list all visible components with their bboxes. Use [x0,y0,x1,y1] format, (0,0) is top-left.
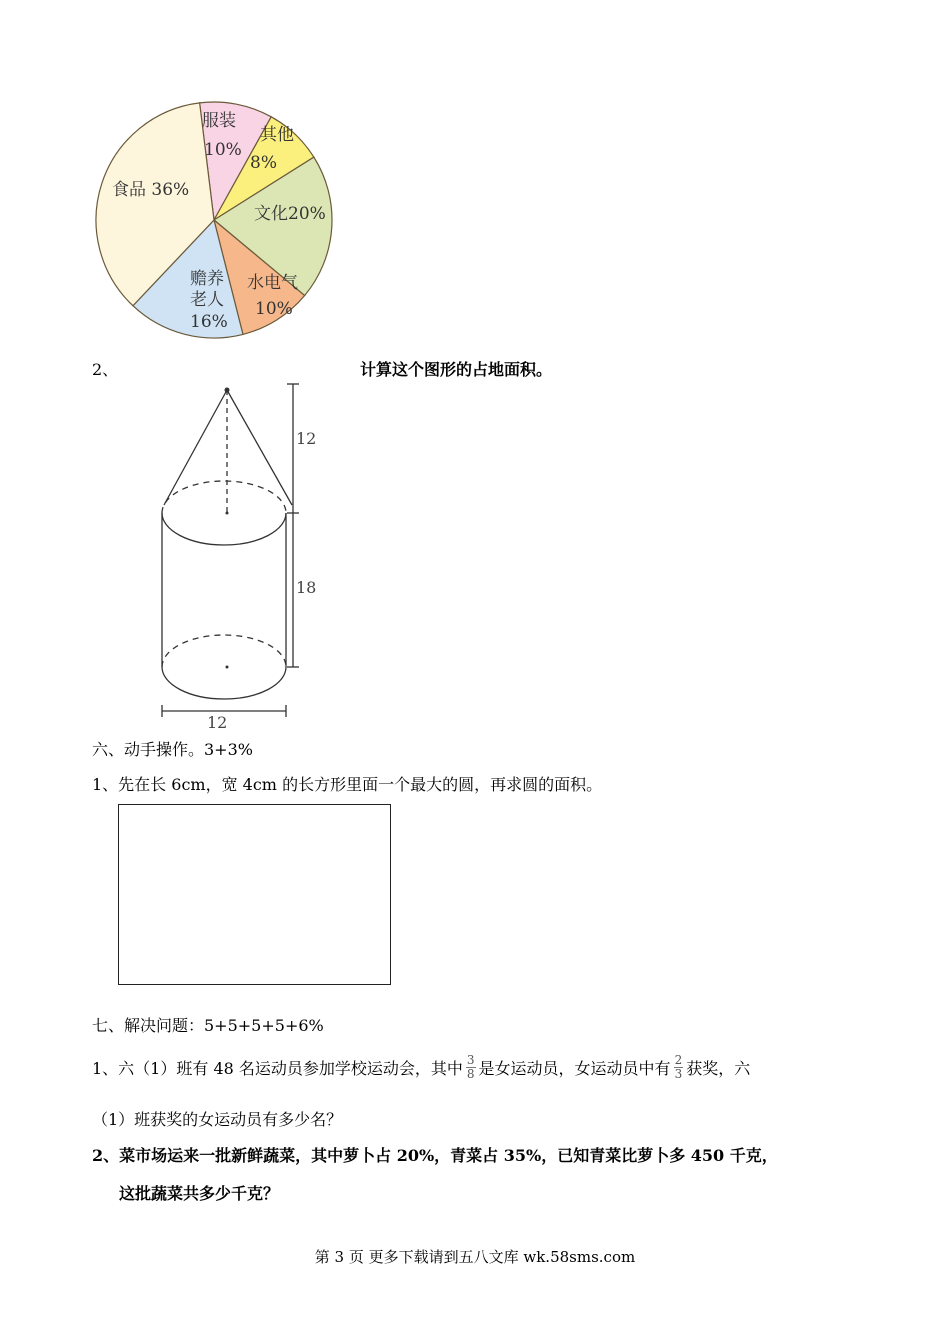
fraction1-denominator: 8 [466,1066,475,1081]
page-footer: 第 3 页 更多下载请到五八文库 wk.58sms.com [314,1248,636,1266]
top-center-dot [226,512,229,515]
cone-height-label: 12 [296,429,317,448]
bottom-ellipse-front [162,667,286,699]
q1-part3: 获奖，六 [686,1058,751,1078]
pie-label-elderly-line2: 老人 [190,290,224,310]
fraction-three-eighths [466,1054,476,1081]
diameter-label: 12 [207,713,228,732]
pie-label-clothing-name: 服装 [202,111,236,131]
section7-q2-line1: 2、菜市场运来一批新鲜蔬菜，其中萝卜占 20%，青菜占 35%，已知青菜比萝卜多 450 千克， [92,1146,778,1165]
bottom-center-dot [226,666,229,669]
q1-part1: 1、六（1）班有 48 名运动员参加学校运动会，其中 [92,1058,463,1078]
q1-part2: 是女运动员，女运动员中有 [478,1058,671,1078]
fraction-two-thirds [674,1054,684,1081]
pie-chart [92,92,350,348]
cone-right-edge [227,390,292,505]
fraction1-numerator: 3 [466,1052,475,1067]
section7-q1-line1 [92,1047,750,1087]
bottom-ellipse-back [162,635,286,667]
cylinder-height-label: 18 [296,578,317,597]
pie-label-culture: 文化20% [254,204,326,224]
cone-cylinder-figure [150,380,330,740]
cone-left-edge [164,390,227,505]
cone-apex-dot [225,388,230,393]
pie-label-food: 食品 36% [112,180,190,200]
section7-q2-line2: 这批蔬菜共多少千克？ [119,1184,280,1203]
pie-label-other-value: 8% [250,153,277,173]
pie-label-elderly-line1: 赡养 [190,269,224,289]
top-ellipse-back [162,481,286,513]
q2-text: 计算这个图形的占地面积。 [360,360,553,379]
section6-heading: 六、动手操作。3+3% [92,740,253,759]
q2-number: 2、 [92,360,119,379]
pie-label-clothing-value: 10% [204,140,242,160]
section7-heading: 七、解决问题：5+5+5+5+6% [92,1016,324,1035]
section7-q1-line2: （1）班获奖的女运动员有多少名？ [92,1110,343,1129]
fraction2-denominator: 3 [674,1066,683,1081]
pie-label-elderly-value: 16% [190,312,228,332]
drawing-rectangle [118,804,391,985]
top-ellipse-front [162,513,286,545]
pie-label-utilities-name: 水电气 [247,273,298,293]
pie-label-utilities-value: 10% [255,299,293,319]
pie-label-other-name: 其他 [260,125,294,145]
fraction2-numerator: 2 [674,1052,683,1067]
section6-q1: 1、先在长 6cm，宽 4cm 的长方形里面一个最大的圆，再求圆的面积。 [92,775,603,794]
